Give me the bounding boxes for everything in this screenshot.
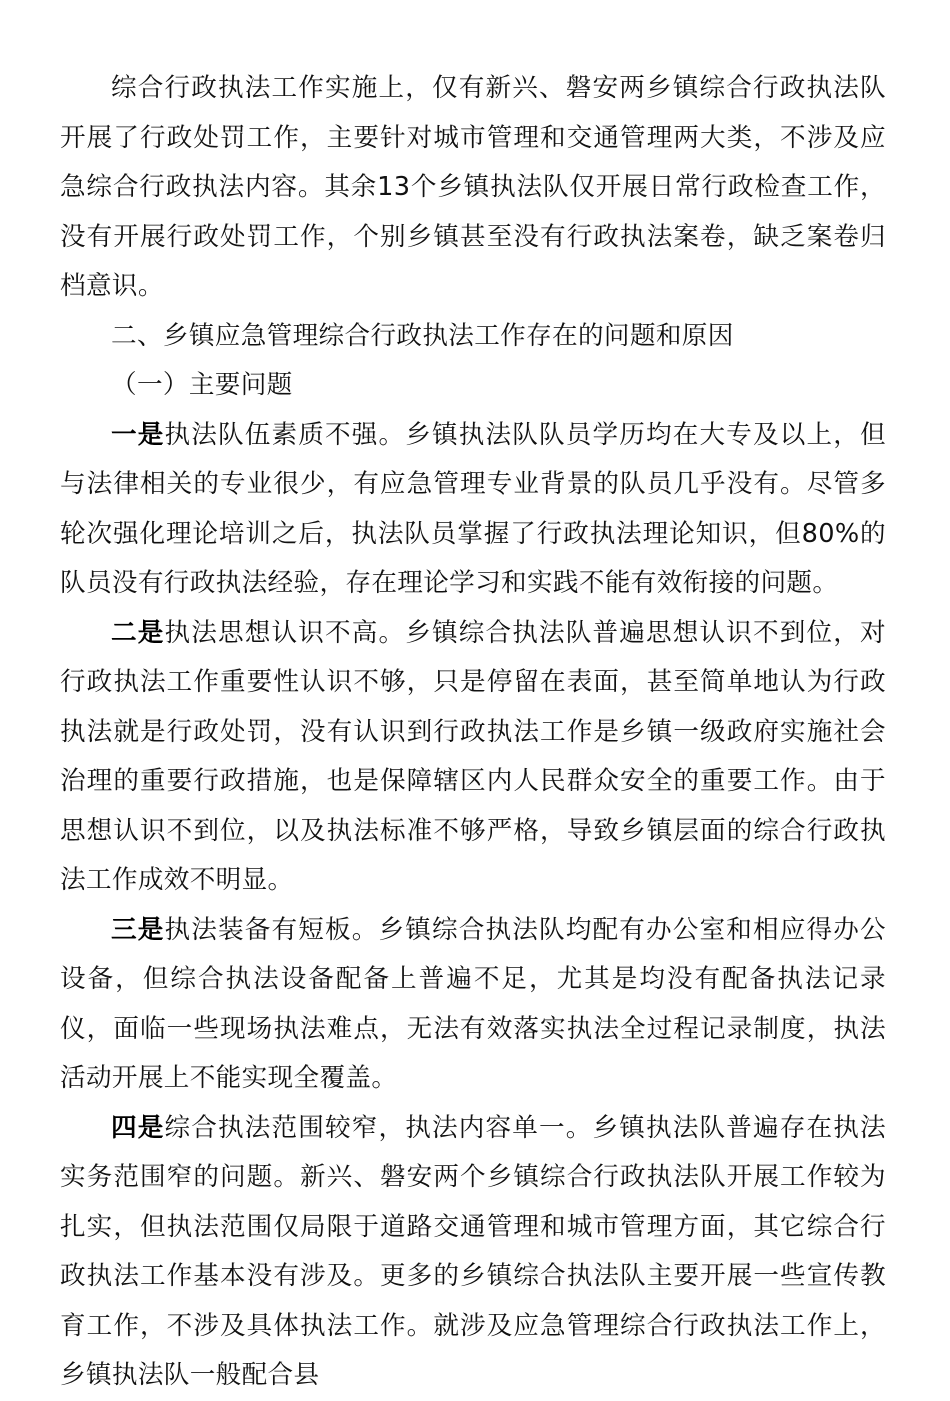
paragraph-lead: 四是 [111,1112,165,1143]
document-body [60,64,886,1401]
paragraph-text: 综合行政执法工作实施上，仅有新兴、磐安两乡镇综合行政执法队开展了行政处罚工作，主要针对城市管理和交通管理两大类，不涉及应急综合行政执法内容。其余13个乡镇执法队仅开展日常行政检查工作，没有开展行政处罚工作，个别乡镇甚至没有行政执法案卷，缺乏案卷归档意识。 [60,73,886,301]
sub-heading-text: （一）主要问题 [111,370,293,400]
paragraph-text: 执法队伍素质不强。乡镇执法队队员学历均在大专及以上，但与法律相关的专业很少，有应急管理专业背景的队员几乎没有。尽管多轮次强化理论培训之后，执法队员掌握了行政执法理论知识，但80%的队员没有行政执法经验，存在理论学习和实践不能有效衔接的问题。 [60,419,887,598]
paragraph-enforcement-status [60,64,886,312]
paragraph-problem-one [60,411,886,609]
section-heading [60,312,886,362]
paragraph-lead: 一是 [111,419,165,450]
paragraph-problem-four [60,1104,886,1401]
paragraph-text: 综合执法范围较窄，执法内容单一。乡镇执法队普遍存在执法实务范围窄的问题。新兴、磐安两个乡镇综合行政执法队开展工作较为扎实，但执法范围仅局限于道路交通管理和城市管理方面，其它综合行政执法工作基本没有涉及。更多的乡镇综合执法队主要开展一些宣传教育工作，不涉及具体执法工作。就涉及应急管理综合行政执法工作上，乡镇执法队一般配合县 [60,1112,887,1390]
section-heading-text: 二、乡镇应急管理综合行政执法工作存在的问题和原因 [111,320,734,351]
paragraph-text: 执法思想认识不高。乡镇综合执法队普遍思想认识不到位，对行政执法工作重要性认识不够，只是停留在表面，甚至简单地认为行政执法就是行政处罚，没有认识到行政执法工作是乡镇一级政府实施社会治理的重要行政措施，也是保障辖区内人民群众安全的重要工作。由于思想认识不到位，以及执法标准不够严格，导致乡镇层面的综合行政执法工作成效不明显。 [60,617,887,895]
paragraph-problem-two [60,609,886,906]
paragraph-text: 执法装备有短板。乡镇综合执法队均配有办公室和相应得办公设备，但综合执法设备配备上普遍不足，尤其是均没有配备执法记录仪，面临一些现场执法难点，无法有效落实执法全过程记录制度，执法活动开展上不能实现全覆盖。 [60,914,887,1093]
paragraph-lead: 三是 [111,914,165,945]
sub-heading [60,361,886,411]
paragraph-problem-three [60,906,886,1104]
paragraph-lead: 二是 [111,617,165,648]
